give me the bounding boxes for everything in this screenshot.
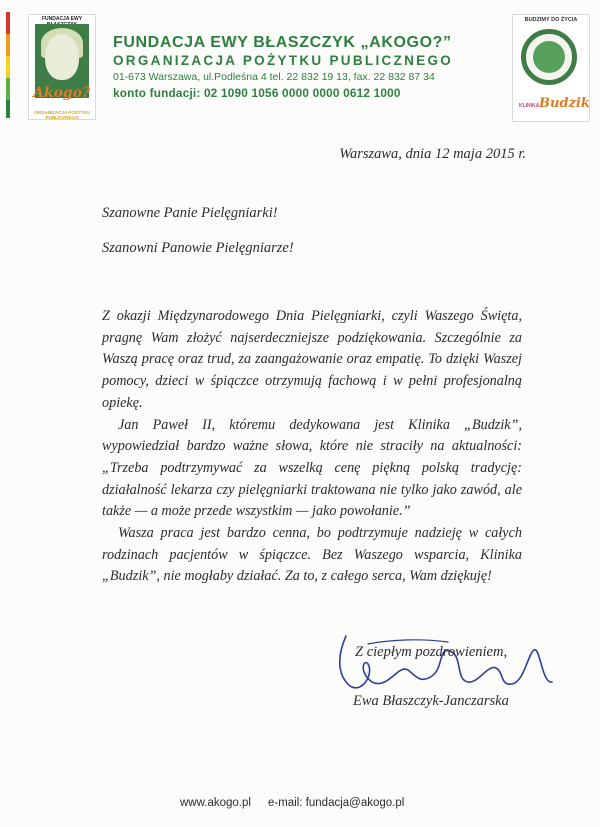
signer-name: Ewa Błaszczyk-Janczarska xyxy=(353,693,509,709)
footer-email[interactable]: e-mail: fundacja@akogo.pl xyxy=(268,797,405,809)
handwritten-signature xyxy=(328,624,558,704)
greeting-line-1: Szanowne Panie Pielęgniarki! xyxy=(102,205,278,221)
bank-account: konto fundacji: 02 1090 1056 0000 0000 0612 1000 xyxy=(113,86,401,100)
clinic-tagline: BUDZIMY DO ŻYCIA xyxy=(524,17,578,23)
clinic-wordmark: Budzik xyxy=(539,96,590,111)
color-stripe-lightgreen xyxy=(6,78,10,100)
footer-website[interactable]: www.akogo.pl xyxy=(180,797,251,809)
color-stripe-orange xyxy=(6,34,10,56)
clinic-emblem-figure xyxy=(533,41,565,73)
logo-title: FUNDACJA EWY xyxy=(41,16,83,22)
letter-date: Warszawa, dnia 12 maja 2015 r. xyxy=(339,146,526,162)
organization-type: ORGANIZACJA POŻYTKU PUBLICZNEGO xyxy=(113,53,454,68)
paragraph-2: Jan Paweł II, któremu dedykowana jest Klinika „Budzik”, wypowiedział bardzo ważne słowa, które nie straciły na aktualności: „Trzeba podtrzymywać za wszelką cenę piękną polską tradycję: działalność lekarza czy pielęgniarki traktowana nie tylko jako zawód, ale także — a może przede wszystkim — jako powołanie.” xyxy=(102,416,522,520)
color-stripe-red xyxy=(6,12,10,34)
budzik-clinic-logo xyxy=(512,14,590,122)
organization-address: 01-673 Warszawa, ul.Podleśna 4 tel. 22 832 19 13, fax. 22 832 87 34 xyxy=(113,71,435,83)
paragraph-3: Wasza praca jest bardzo cenna, bo podtrzymuje nadzieję w całych rodzinach pacjentów w śpiączce. Bez Waszego wsparcia, Klinika „Budzik”, nie mogłaby działać. Za to, z całego serca, Wam dziękuję! xyxy=(102,525,522,585)
logo-wordmark: Akogo? xyxy=(33,85,91,101)
color-stripe-yellow xyxy=(6,56,10,78)
akogo-logo xyxy=(28,14,96,120)
logo-subtitle: ORGANIZACJA POŻYTKU PUBLICZNEGO xyxy=(34,110,90,120)
organization-name: FUNDACJA EWY BŁASZCZYK „AKOGO?” xyxy=(113,34,452,51)
closing-phrase: Z ciepłym pozdrowieniem, xyxy=(355,644,508,660)
greeting-line-2: Szanowni Panowie Pielęgniarze! xyxy=(102,240,294,256)
letter-body xyxy=(102,306,522,588)
paragraph-1: Z okazji Międzynarodowego Dnia Pielęgniarki, czyli Waszego Święta, pragnę Wam złożyć najserdeczniejsze podziękowania. Szczególnie za Waszą pracę oraz trud, za zaangażowanie oraz empatię. To dzięki Waszej pomocy, dzieci w śpiączce otrzymują fachową i w pełni profesjonalną opiekę. xyxy=(102,308,522,411)
color-stripe-green xyxy=(6,100,10,118)
clinic-prefix: KLINIKA xyxy=(519,103,540,109)
